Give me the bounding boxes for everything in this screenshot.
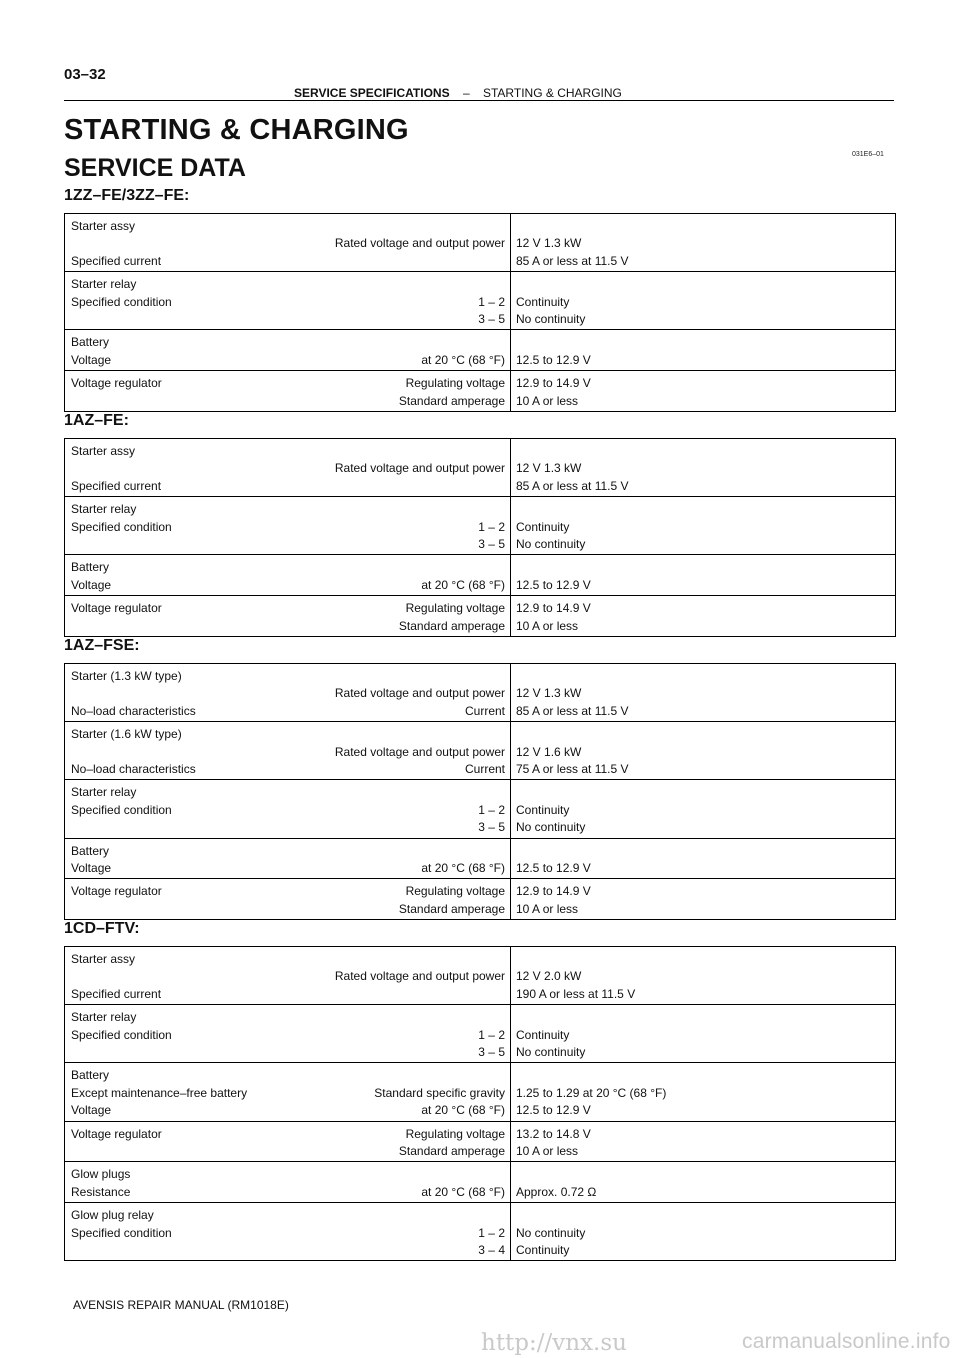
spec-item: Specified condition [71, 1225, 172, 1240]
spec-value [516, 1207, 890, 1224]
spec-value: 85 A or less at 11.5 V [516, 253, 629, 268]
spec-item-cell [65, 439, 511, 497]
spec-value: Continuity [516, 294, 570, 309]
spec-condition: 1 – 2 [478, 294, 505, 309]
spec-item-cell [65, 947, 511, 1005]
spec-condition: Standard amperage [398, 393, 505, 408]
watermark-site: carmanualsonline.info [742, 1330, 951, 1353]
spec-value: No continuity [516, 1044, 586, 1059]
spec-value [516, 443, 890, 460]
spec-row [65, 1063, 896, 1121]
spec-value [516, 1067, 890, 1084]
spec-value-cell [511, 838, 896, 879]
spec-item: Specified condition [71, 802, 172, 817]
spec-item: Starter (1.3 kW type) [71, 669, 182, 683]
spec-item-cell [65, 497, 511, 555]
spec-line [71, 1102, 505, 1119]
spec-value: 10 A or less [516, 1143, 579, 1158]
spec-value: 12.5 to 12.9 V [516, 860, 591, 875]
spec-line [71, 253, 505, 270]
spec-line [71, 393, 505, 410]
spec-line [71, 375, 505, 392]
spec-line [71, 501, 505, 518]
spec-value-cell [511, 596, 896, 637]
spec-line [71, 1044, 505, 1061]
spec-value: 12 V 1.3 kW [516, 461, 582, 476]
spec-line [71, 1085, 505, 1102]
spec-line [71, 1009, 505, 1026]
spec-item: Specified current [71, 478, 162, 493]
spec-row [65, 1005, 896, 1063]
spec-item-cell [65, 1162, 511, 1203]
spec-row [65, 1121, 896, 1162]
spec-line [71, 802, 505, 819]
watermark-url: http://vnx.su [481, 1330, 627, 1356]
footer: AVENSIS REPAIR MANUAL (RM1018E) [73, 1298, 289, 1312]
spec-line [71, 901, 505, 918]
spec-condition: Rated voltage and output power [334, 236, 505, 251]
spec-condition: Standard amperage [398, 618, 505, 633]
spec-item-cell [65, 371, 511, 412]
spec-value: Continuity [516, 1027, 570, 1042]
spec-value-cell [511, 439, 896, 497]
spec-value: Continuity [516, 519, 570, 534]
spec-line [71, 443, 505, 460]
spec-item: Specified current [71, 986, 162, 1001]
spec-row [65, 497, 896, 555]
spec-value-cell [511, 371, 896, 412]
spec-value: 12 V 1.3 kW [516, 686, 582, 701]
spec-value-cell [511, 1063, 896, 1121]
spec-condition: Rated voltage and output power [334, 969, 505, 984]
spec-condition: at 20 °C (68 °F) [421, 352, 505, 367]
spec-condition: 3 – 5 [478, 311, 505, 326]
spec-line [71, 685, 505, 702]
spec-item-cell [65, 1005, 511, 1063]
spec-line [71, 726, 505, 743]
spec-value: No continuity [516, 820, 586, 835]
spec-value: 75 A or less at 11.5 V [516, 761, 629, 776]
spec-condition: 3 – 4 [478, 1242, 505, 1257]
spec-line [71, 1143, 505, 1160]
spec-item: Glow plug relay [71, 1208, 154, 1223]
spec-line [71, 883, 505, 900]
spec-item: Voltage [71, 352, 112, 367]
spec-condition: Standard amperage [398, 1143, 505, 1158]
spec-value: 10 A or less [516, 901, 579, 916]
spec-condition: 3 – 5 [478, 820, 505, 835]
spec-item: Starter assy [71, 952, 136, 966]
spec-condition: Rated voltage and output power [334, 744, 505, 759]
spec-row [65, 371, 896, 412]
spec-item: Starter assy [71, 444, 136, 458]
spec-value-cell [511, 555, 896, 596]
spec-item: Starter relay [71, 502, 137, 517]
spec-line [71, 668, 505, 685]
spec-condition: Rated voltage and output power [334, 461, 505, 476]
spec-value: 12.5 to 12.9 V [516, 352, 591, 367]
spec-condition: 1 – 2 [478, 802, 505, 817]
spec-item: Starter (1.6 kW type) [71, 727, 182, 742]
spec-condition: Current [464, 703, 505, 718]
spec-condition: Current [464, 761, 505, 776]
spec-line [71, 1207, 505, 1224]
spec-condition: 3 – 5 [478, 536, 505, 551]
spec-item-cell [65, 780, 511, 838]
spec-value-cell [511, 1121, 896, 1162]
spec-item-cell [65, 838, 511, 879]
spec-line [71, 784, 505, 801]
spec-line [71, 478, 505, 495]
spec-value [516, 1166, 890, 1183]
spec-item: Specified condition [71, 1027, 172, 1042]
page-subtitle: SERVICE DATA [64, 154, 246, 182]
spec-condition: 1 – 2 [478, 1225, 505, 1240]
spec-condition: Regulating voltage [405, 1126, 505, 1141]
spec-value: 12.5 to 12.9 V [516, 577, 591, 592]
spec-row [65, 947, 896, 1005]
spec-row [65, 664, 896, 722]
spec-value [516, 784, 890, 801]
spec-line [71, 1067, 505, 1084]
spec-value [516, 218, 890, 235]
page-title: STARTING & CHARGING [64, 114, 409, 146]
spec-row [65, 272, 896, 330]
spec-row [65, 780, 896, 838]
spec-value: 10 A or less [516, 618, 579, 633]
spec-line [71, 843, 505, 860]
spec-value: 85 A or less at 11.5 V [516, 478, 629, 493]
header-section: SERVICE SPECIFICATIONS [294, 86, 450, 100]
spec-item-cell [65, 722, 511, 780]
spec-value: 1.25 to 1.29 at 20 °C (68 °F) [516, 1085, 667, 1100]
spec-line [71, 311, 505, 328]
spec-item: Except maintenance–free battery [71, 1085, 248, 1100]
spec-item: Voltage regulator [71, 1126, 162, 1141]
running-header [64, 86, 894, 101]
spec-value: 13.2 to 14.8 V [516, 1126, 591, 1141]
spec-value [516, 334, 890, 351]
spec-value: No continuity [516, 311, 586, 326]
spec-item-cell [65, 330, 511, 371]
spec-line [71, 744, 505, 761]
doc-code: 031E6–01 [852, 151, 884, 158]
spec-row [65, 596, 896, 637]
spec-item-cell [65, 664, 511, 722]
spec-table [64, 946, 896, 1261]
spec-value: 85 A or less at 11.5 V [516, 703, 629, 718]
spec-value-cell [511, 1162, 896, 1203]
spec-condition: Rated voltage and output power [334, 686, 505, 701]
spec-value: 10 A or less [516, 393, 579, 408]
spec-value-cell [511, 1203, 896, 1261]
spec-value: Continuity [516, 1242, 570, 1257]
spec-value [516, 668, 890, 685]
spec-item: Voltage [71, 577, 112, 592]
spec-line [71, 1166, 505, 1183]
spec-line [71, 536, 505, 553]
spec-row [65, 555, 896, 596]
spec-line [71, 519, 505, 536]
spec-value-cell [511, 214, 896, 272]
section-title: 1CD–FTV: [64, 920, 140, 937]
spec-value-cell [511, 272, 896, 330]
spec-row [65, 838, 896, 879]
spec-item: Starter assy [71, 219, 136, 233]
spec-line [71, 1242, 505, 1259]
spec-condition: at 20 °C (68 °F) [421, 1103, 505, 1118]
spec-value-cell [511, 879, 896, 920]
spec-line [71, 860, 505, 877]
header-chapter: STARTING & CHARGING [482, 86, 622, 100]
spec-condition: Regulating voltage [405, 376, 505, 391]
spec-line [71, 235, 505, 252]
spec-value: No continuity [516, 536, 586, 551]
spec-condition: at 20 °C (68 °F) [421, 577, 505, 592]
spec-item-cell [65, 1203, 511, 1261]
spec-row [65, 1203, 896, 1261]
spec-line [71, 986, 505, 1003]
spec-item: Specified condition [71, 519, 172, 534]
spec-value [516, 559, 890, 576]
spec-item-cell [65, 879, 511, 920]
spec-item-cell [65, 596, 511, 637]
spec-line [71, 1027, 505, 1044]
spec-value-cell [511, 947, 896, 1005]
spec-item: Starter relay [71, 1010, 137, 1025]
spec-item-cell [65, 1063, 511, 1121]
section-title: 1AZ–FE: [64, 412, 129, 429]
spec-value-cell [511, 780, 896, 838]
spec-line [71, 951, 505, 968]
spec-item: Battery [71, 335, 110, 350]
spec-value: Approx. 0.72 Ω [516, 1184, 597, 1199]
spec-item: Voltage regulator [71, 376, 162, 391]
spec-item: Specified condition [71, 294, 172, 309]
section-title: 1ZZ–FE/3ZZ–FE: [64, 187, 190, 204]
spec-line [71, 703, 505, 720]
spec-value: 12 V 2.0 kW [516, 969, 582, 984]
spec-value: 12.9 to 14.9 V [516, 376, 591, 391]
spec-line [71, 761, 505, 778]
spec-row [65, 214, 896, 272]
spec-row [65, 439, 896, 497]
spec-item: Battery [71, 1068, 110, 1083]
spec-value: 12.9 to 14.9 V [516, 601, 591, 616]
spec-value-cell [511, 1005, 896, 1063]
spec-item: Battery [71, 843, 110, 858]
spec-value-cell [511, 330, 896, 371]
spec-line [71, 600, 505, 617]
spec-line [71, 1184, 505, 1201]
spec-value [516, 726, 890, 743]
spec-table [64, 213, 896, 412]
spec-table [64, 663, 896, 920]
spec-line [71, 276, 505, 293]
spec-item: Specified current [71, 253, 162, 268]
spec-condition: 1 – 2 [478, 1027, 505, 1042]
spec-item: Voltage [71, 860, 112, 875]
spec-value [516, 276, 890, 293]
spec-item: Starter relay [71, 785, 137, 800]
spec-item: Battery [71, 560, 110, 575]
section-title: 1AZ–FSE: [64, 637, 140, 654]
spec-item: No–load characteristics [71, 703, 196, 718]
spec-row [65, 879, 896, 920]
spec-line [71, 1225, 505, 1242]
spec-condition: Regulating voltage [405, 601, 505, 616]
spec-value [516, 501, 890, 518]
header-separator: – [462, 86, 470, 100]
spec-value: 12 V 1.3 kW [516, 236, 582, 251]
spec-value: No continuity [516, 1225, 586, 1240]
spec-value: 190 A or less at 11.5 V [516, 986, 636, 1001]
spec-value-cell [511, 722, 896, 780]
spec-value: Continuity [516, 802, 570, 817]
spec-table [64, 438, 896, 637]
spec-item-cell [65, 1121, 511, 1162]
spec-condition: 3 – 5 [478, 1044, 505, 1059]
spec-line [71, 618, 505, 635]
spec-line [71, 559, 505, 576]
spec-item: Resistance [71, 1184, 131, 1199]
spec-condition: Standard specific gravity [374, 1085, 505, 1100]
spec-line [71, 577, 505, 594]
spec-item: Glow plugs [71, 1167, 131, 1182]
spec-condition: Standard amperage [398, 901, 505, 916]
page-number: 03–32 [64, 66, 106, 83]
spec-value [516, 1009, 890, 1026]
spec-condition: at 20 °C (68 °F) [421, 860, 505, 875]
spec-line [71, 218, 505, 235]
spec-row [65, 722, 896, 780]
spec-condition: 1 – 2 [478, 519, 505, 534]
spec-line [71, 968, 505, 985]
spec-condition: Regulating voltage [405, 884, 505, 899]
spec-item-cell [65, 272, 511, 330]
spec-item: Voltage regulator [71, 601, 162, 616]
spec-item-cell [65, 555, 511, 596]
spec-value [516, 951, 890, 968]
spec-line [71, 294, 505, 311]
spec-line [71, 460, 505, 477]
spec-item: Voltage regulator [71, 884, 162, 899]
spec-line [71, 819, 505, 836]
spec-item: Voltage [71, 1103, 112, 1118]
spec-value [516, 843, 890, 860]
spec-condition: at 20 °C (68 °F) [421, 1184, 505, 1199]
spec-line [71, 1126, 505, 1143]
spec-item: Starter relay [71, 277, 137, 292]
spec-item-cell [65, 214, 511, 272]
spec-value-cell [511, 664, 896, 722]
spec-line [71, 334, 505, 351]
spec-value: 12 V 1.6 kW [516, 744, 582, 759]
spec-value: 12.9 to 14.9 V [516, 884, 591, 899]
spec-item: No–load characteristics [71, 761, 196, 776]
spec-value-cell [511, 497, 896, 555]
spec-value: 12.5 to 12.9 V [516, 1103, 591, 1118]
spec-line [71, 352, 505, 369]
spec-row [65, 330, 896, 371]
spec-row [65, 1162, 896, 1203]
